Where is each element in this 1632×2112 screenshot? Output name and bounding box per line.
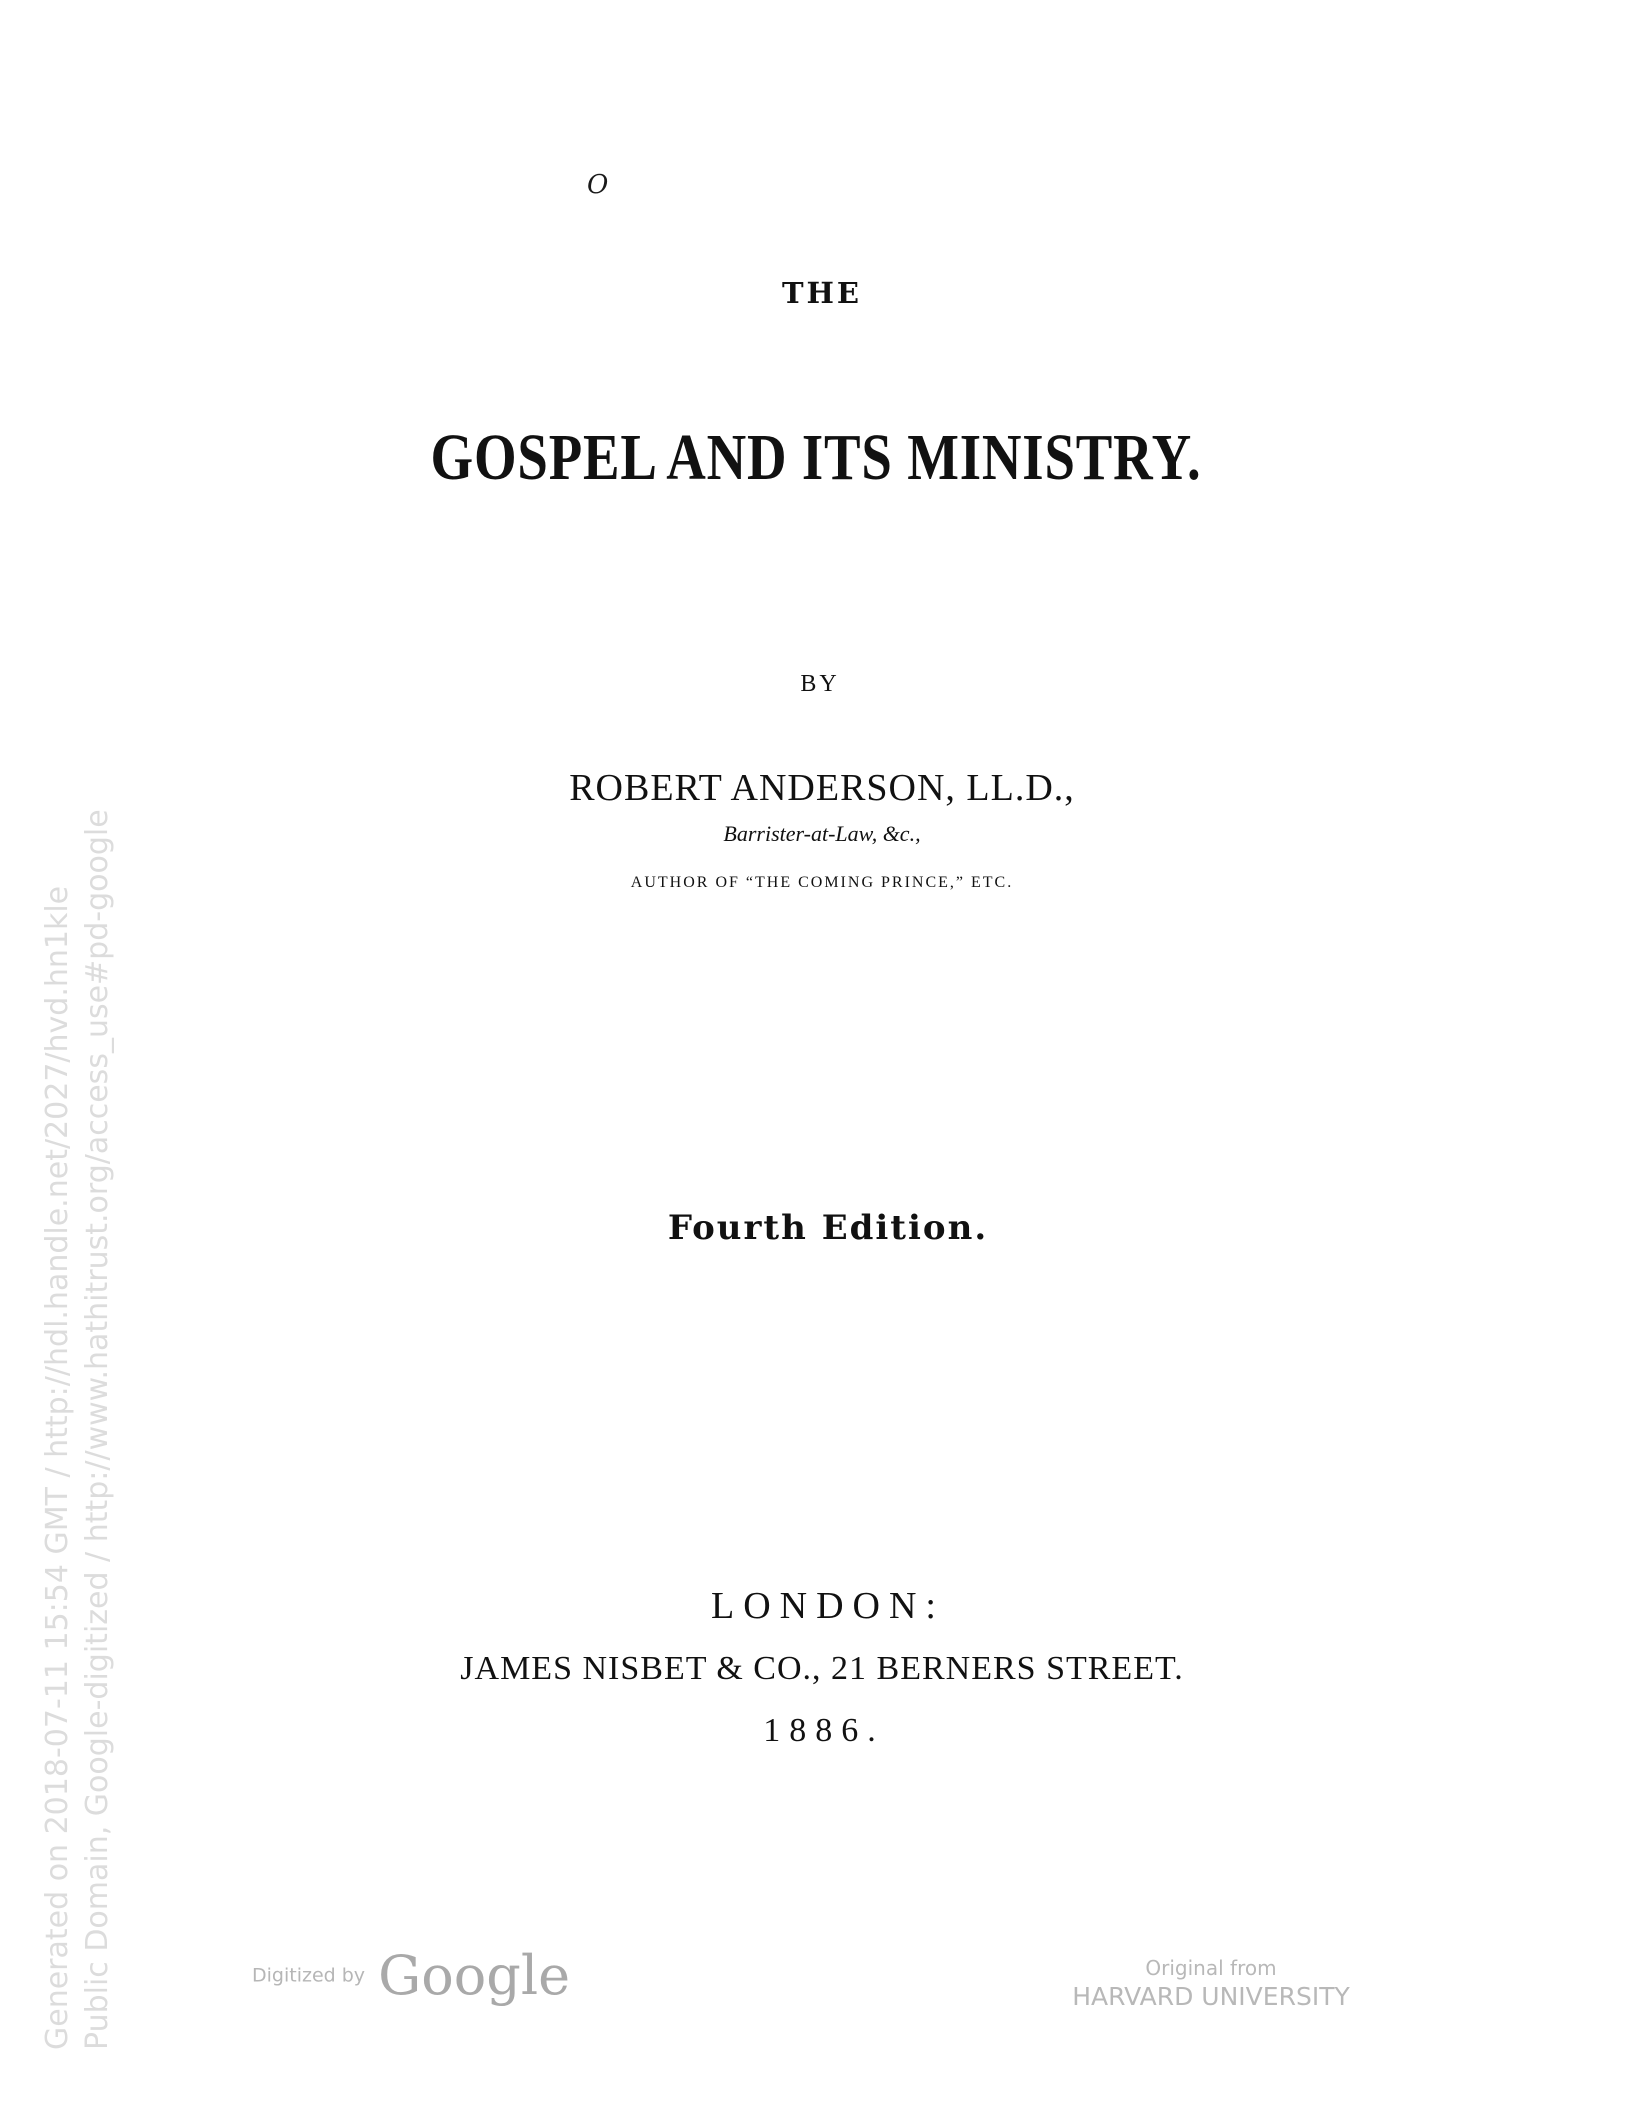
imprint-publisher: JAMES NISBET & CO., 21 BERNERS STREET.	[460, 1650, 1184, 1687]
title-article: THE	[781, 276, 863, 310]
rights-watermark: Public Domain, Google-digitized / http://www.hathitrust.org/access_use#pd-google	[80, 809, 115, 2050]
author-name: ROBERT ANDERSON, LL.D.,	[569, 767, 1075, 809]
author-other-work: AUTHOR OF “THE COMING PRINCE,” ETC.	[630, 874, 1014, 891]
original-label: Original from	[1145, 1956, 1277, 1980]
original-source-mark	[1066, 1956, 1356, 2011]
imprint-city: LONDON:	[711, 1585, 945, 1627]
digitized-label: Digitized by	[252, 1964, 366, 1987]
book-title: GOSPEL AND ITS MINISTRY.	[430, 421, 1202, 494]
edition-label: Fourth Edition.	[667, 1208, 989, 1248]
generated-watermark: Generated on 2018-07-11 15:54 GMT / http://hdl.handle.net/2027/hvd.hn1kle	[40, 885, 75, 2050]
author-credential: Barrister-at-Law, &c.,	[723, 821, 921, 846]
shelf-mark: O	[587, 170, 609, 200]
google-logo: Google	[378, 1944, 571, 2007]
imprint-year: 1886.	[763, 1712, 885, 1749]
digitized-by-google-mark	[252, 1944, 570, 2007]
original-source: HARVARD UNIVERSITY	[1072, 1982, 1350, 2011]
byline: BY	[800, 671, 840, 697]
